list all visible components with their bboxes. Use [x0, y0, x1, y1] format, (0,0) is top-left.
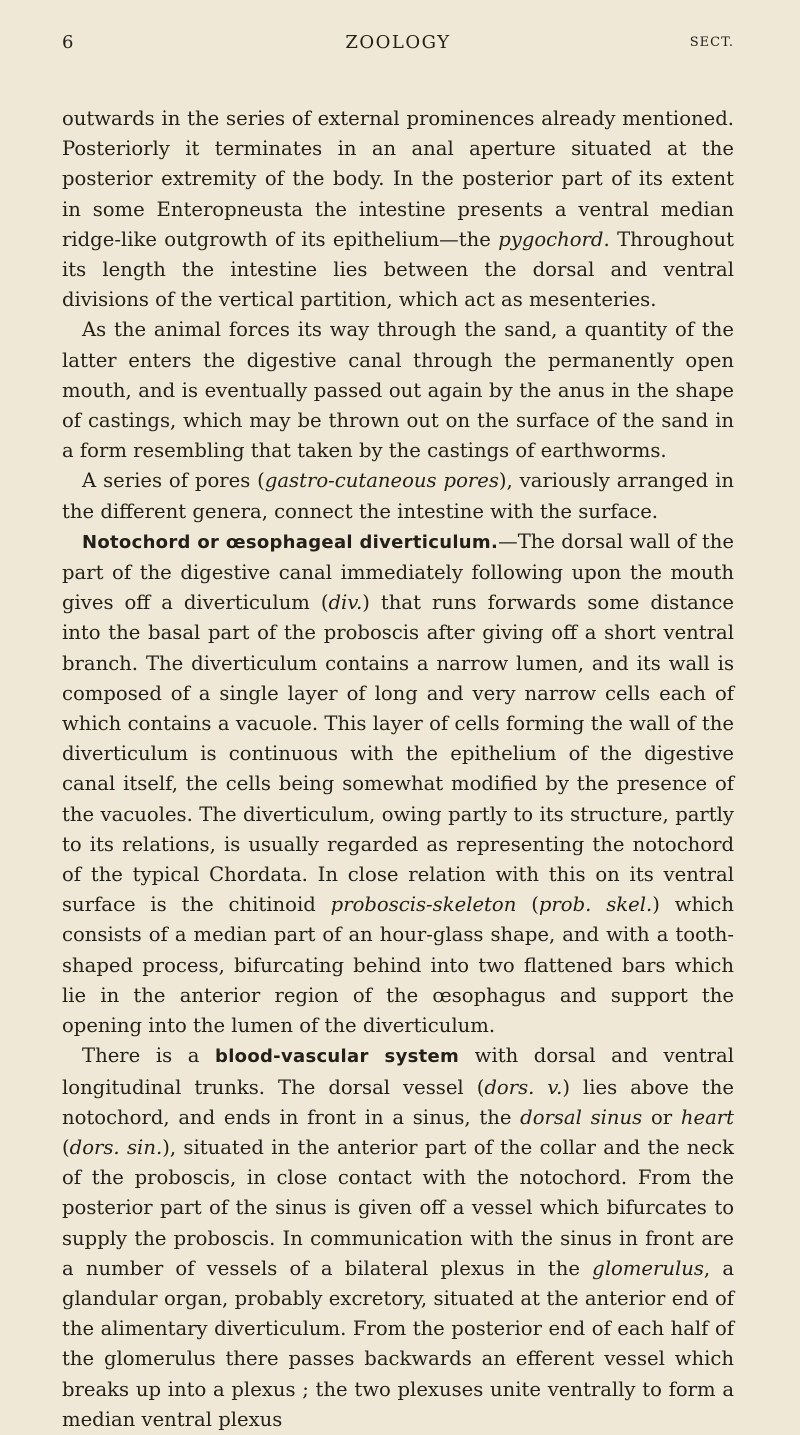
text-run: ), situated in the anterior part of the collar and the neck of the proboscis, in close contact with the notochord. From the posterior part of the sinus is given off a vessel which bifurcates to supply the proboscis. In communication with the sinus in front are a number of vessels of a bilateral plexus in the [62, 1135, 734, 1280]
text-run: As the animal forces its way through the sand, a quantity of the latter enters the digestive canal through the permanently open mouth, and is eventually passed out again by the anus in the shape of castings, which may be thrown out on the surface of the sand in a form resembling that taken by the castings of earthworms. [62, 318, 734, 463]
italic-term: gastro-cutaneous pores [264, 469, 499, 493]
text-run: ) which consists of a median part of an hour-glass shape, and with a tooth-shaped process, bifurcating behind into two flattened bars which lie in the anterior region of the œsophagus and support the opening into the lumen of the diverticulum. [62, 893, 735, 1038]
bold-heading: Notochord or œsophageal diverticulum. [82, 531, 499, 553]
text-run: ( [62, 1135, 70, 1159]
italic-term: dors. sin. [69, 1135, 163, 1159]
page-number: 6 [62, 32, 75, 53]
section-label: SECT. [689, 35, 734, 50]
running-title: ZOOLOGY [345, 32, 451, 53]
text-run: ) that runs forwards some distance into the basal part of the proboscis after giving off a short ventral branch. The diverticulum contains a narrow lumen, and its wall is composed of a single layer of long and very narrow cells each of which contains a vacuole. This layer of cells forming the wall of the diverticulum is continuous with the epithelium of the digestive canal itself, the cells being somewhat modified by the presence of the vacuoles. The diverticulum, owing partly to its structure, partly to its relations, is usually regarded as representing the notochord of the typical Chordata. In close relation with this on its ventral surface is the chitinoid [62, 591, 734, 917]
text-run: ( [516, 893, 539, 917]
bold-heading: blood-vascular system [215, 1046, 460, 1068]
text-run: There is a [82, 1044, 216, 1068]
paragraph [62, 527, 734, 1041]
italic-term: div. [328, 591, 363, 615]
text-run: with dorsal and ventral longitudinal trunks. The dorsal vessel ( [62, 1044, 734, 1099]
text-run: outwards in the series of external prominences already mentioned. Posteriorly it terminates in an anal aperture situated at the posterior extremity of the body. In the posterior part of its extent in some Enteropneusta the intestine presents a ventral median ridge-like outgrowth of its epithelium—the [62, 107, 734, 251]
running-head [62, 26, 734, 66]
paragraph [62, 1041, 734, 1435]
text-run: ) lies above the notochord, and ends in front in a sinus, the [62, 1075, 734, 1129]
paragraph [62, 315, 734, 466]
italic-term: dorsal sinus [520, 1105, 643, 1129]
text-run: , a glandular organ, probably excretory, situated at the anterior end of the alimentary diverticulum. From the posterior end of each half of the glomerulus there passes backwards an efferent vessel which breaks up into a plexus ; the two plexuses unite ventrally to form a median ventral plexus [62, 1256, 735, 1431]
italic-term: pygochord [498, 227, 604, 251]
paragraph [62, 104, 734, 315]
italic-term: glomerulus [592, 1256, 704, 1280]
text-run: or [642, 1105, 681, 1129]
text-run: —The dorsal wall of the part of the digestive canal immediately following upon the mouth gives off a diverticulum ( [62, 529, 734, 615]
text-run: A series of pores ( [82, 469, 265, 493]
text-run: . Throughout its length the intestine lies between the dorsal and ventral divisions of the vertical partition, which act as mesenteries. [62, 227, 734, 312]
paragraph [62, 466, 734, 526]
italic-term: dors. v. [484, 1075, 563, 1099]
text-run: ), variously arranged in the different genera, connect the intestine with the surface. [62, 469, 735, 523]
italic-term: heart [680, 1105, 734, 1129]
italic-term: proboscis-skeleton [330, 893, 517, 917]
body-text [62, 104, 734, 1435]
italic-term: prob. skel. [538, 893, 653, 917]
book-page [62, 26, 735, 1431]
